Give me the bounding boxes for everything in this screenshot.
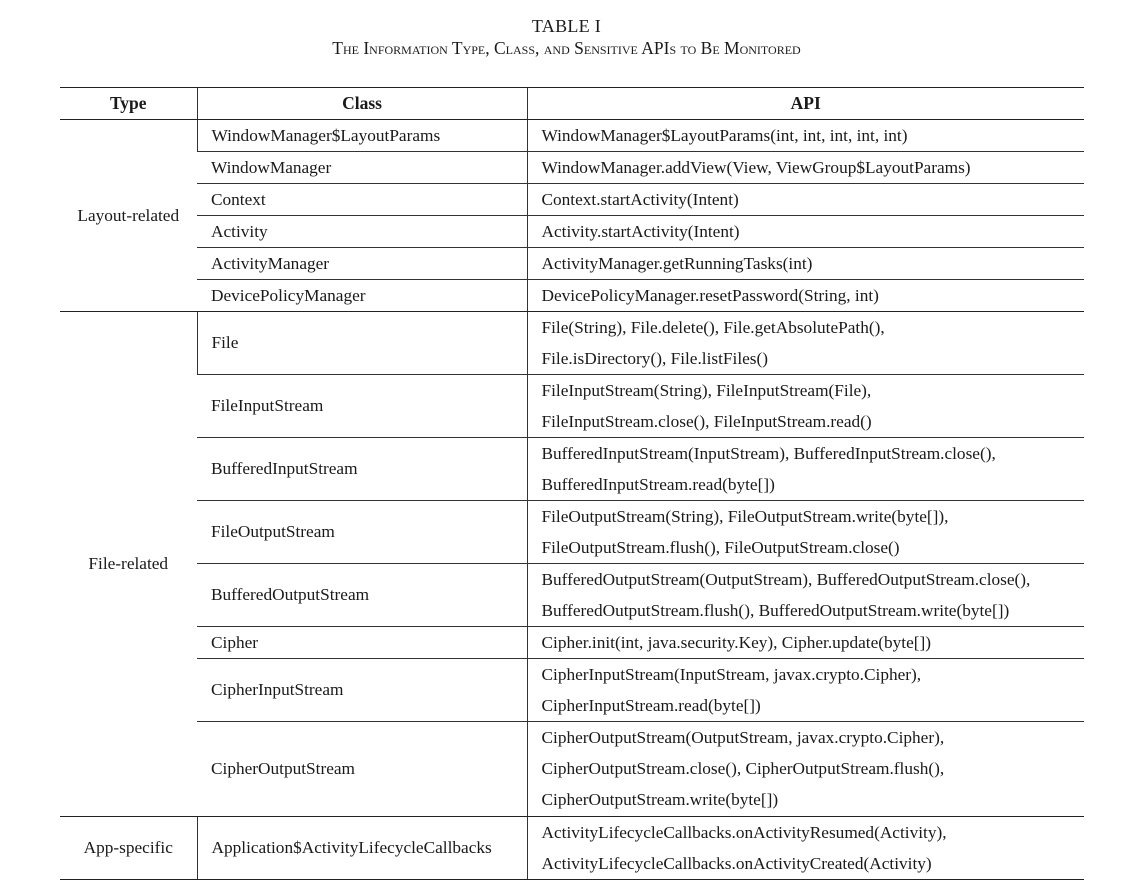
class-cell: WindowManager <box>197 152 527 184</box>
api-cell <box>527 248 1084 280</box>
api-line: BufferedInputStream(InputStream), BufferedInputStream.close(), <box>541 444 996 463</box>
api-line: ActivityLifecycleCallbacks.onActivityCreated(Activity) <box>541 853 932 873</box>
api-cell <box>527 501 1084 564</box>
table-row <box>60 501 1084 564</box>
class-cell: BufferedOutputStream <box>197 564 527 627</box>
class-cell: BufferedInputStream <box>197 438 527 501</box>
api-cell <box>527 438 1084 501</box>
api-cell <box>527 280 1084 312</box>
api-line: CipherOutputStream.write(byte[]) <box>541 790 779 810</box>
api-line: FileInputStream.close(), FileInputStream.read() <box>541 412 872 431</box>
table-title: The Information Type, Class, and Sensitive APIs to Be Monitored <box>332 38 801 58</box>
api-cell <box>527 816 1084 879</box>
table-label: TABLE I <box>531 16 602 36</box>
api-cell <box>527 120 1084 152</box>
api-cell <box>527 722 1084 817</box>
header-class: Class <box>197 88 527 120</box>
api-cell <box>527 375 1084 438</box>
api-line: FileInputStream(String), FileInputStream(File), <box>541 381 872 400</box>
api-line: File.isDirectory(), File.listFiles() <box>541 349 769 368</box>
api-line: CipherInputStream(InputStream, javax.crypto.Cipher), <box>541 665 922 684</box>
class-cell: DevicePolicyManager <box>197 280 527 312</box>
api-line: CipherInputStream.read(byte[]) <box>541 696 761 715</box>
class-cell: WindowManager$LayoutParams <box>197 120 527 152</box>
table-row <box>60 184 1084 216</box>
api-line: BufferedOutputStream.flush(), BufferedOutputStream.write(byte[]) <box>541 601 1010 620</box>
api-cell <box>527 659 1084 722</box>
class-cell: File <box>197 312 527 375</box>
table-row <box>60 152 1084 184</box>
table-row <box>60 280 1084 312</box>
table-row <box>60 375 1084 438</box>
type-cell: Layout-related <box>60 120 197 312</box>
header-api: API <box>527 88 1084 120</box>
table-row <box>60 722 1084 817</box>
api-line: CipherOutputStream(OutputStream, javax.crypto.Cipher), <box>541 728 945 748</box>
api-line: ActivityManager.getRunningTasks(int) <box>541 254 813 273</box>
table-row <box>60 627 1084 659</box>
table-row <box>60 438 1084 501</box>
api-line: BufferedOutputStream(OutputStream), BufferedOutputStream.close(), <box>541 570 1031 589</box>
api-line: Cipher.init(int, java.security.Key), Cipher.update(byte[]) <box>541 633 932 652</box>
class-cell: Activity <box>197 216 527 248</box>
table-row <box>60 564 1084 627</box>
api-line: WindowManager$LayoutParams(int, int, int, int, int) <box>541 126 908 145</box>
api-cell <box>527 627 1084 659</box>
class-cell: FileOutputStream <box>197 501 527 564</box>
class-cell: Cipher <box>197 627 527 659</box>
api-line: FileOutputStream(String), FileOutputStream.write(byte[]), <box>541 507 949 526</box>
api-cell <box>527 152 1084 184</box>
header-type: Type <box>60 88 197 120</box>
table-row <box>60 120 1084 152</box>
class-cell: ActivityManager <box>197 248 527 280</box>
api-line: File(String), File.delete(), File.getAbsolutePath(), <box>541 318 885 337</box>
api-line: Activity.startActivity(Intent) <box>541 222 740 241</box>
header-row <box>60 88 1084 120</box>
api-cell <box>527 312 1084 375</box>
api-line: ActivityLifecycleCallbacks.onActivityResumed(Activity), <box>541 822 947 842</box>
table-row <box>60 248 1084 280</box>
class-cell: CipherOutputStream <box>197 722 527 817</box>
api-line: Context.startActivity(Intent) <box>541 190 739 209</box>
api-cell <box>527 564 1084 627</box>
api-line: BufferedInputStream.read(byte[]) <box>541 475 775 494</box>
api-line: WindowManager.addView(View, ViewGroup$LayoutParams) <box>541 158 971 177</box>
table-row <box>60 816 1084 879</box>
class-cell: FileInputStream <box>197 375 527 438</box>
table-row <box>60 216 1084 248</box>
api-cell <box>527 216 1084 248</box>
api-line: CipherOutputStream.close(), CipherOutputStream.flush(), <box>541 759 945 779</box>
class-cell: CipherInputStream <box>197 659 527 722</box>
class-cell: Context <box>197 184 527 216</box>
type-cell: App-specific <box>60 816 197 879</box>
api-cell <box>527 184 1084 216</box>
api-table <box>60 87 1084 880</box>
api-line: DevicePolicyManager.resetPassword(String, int) <box>541 286 879 305</box>
api-line: FileOutputStream.flush(), FileOutputStream.close() <box>541 538 900 557</box>
table-row <box>60 312 1084 375</box>
table-row <box>60 659 1084 722</box>
class-cell: Application$ActivityLifecycleCallbacks <box>197 816 527 879</box>
type-cell: File-related <box>60 312 197 817</box>
